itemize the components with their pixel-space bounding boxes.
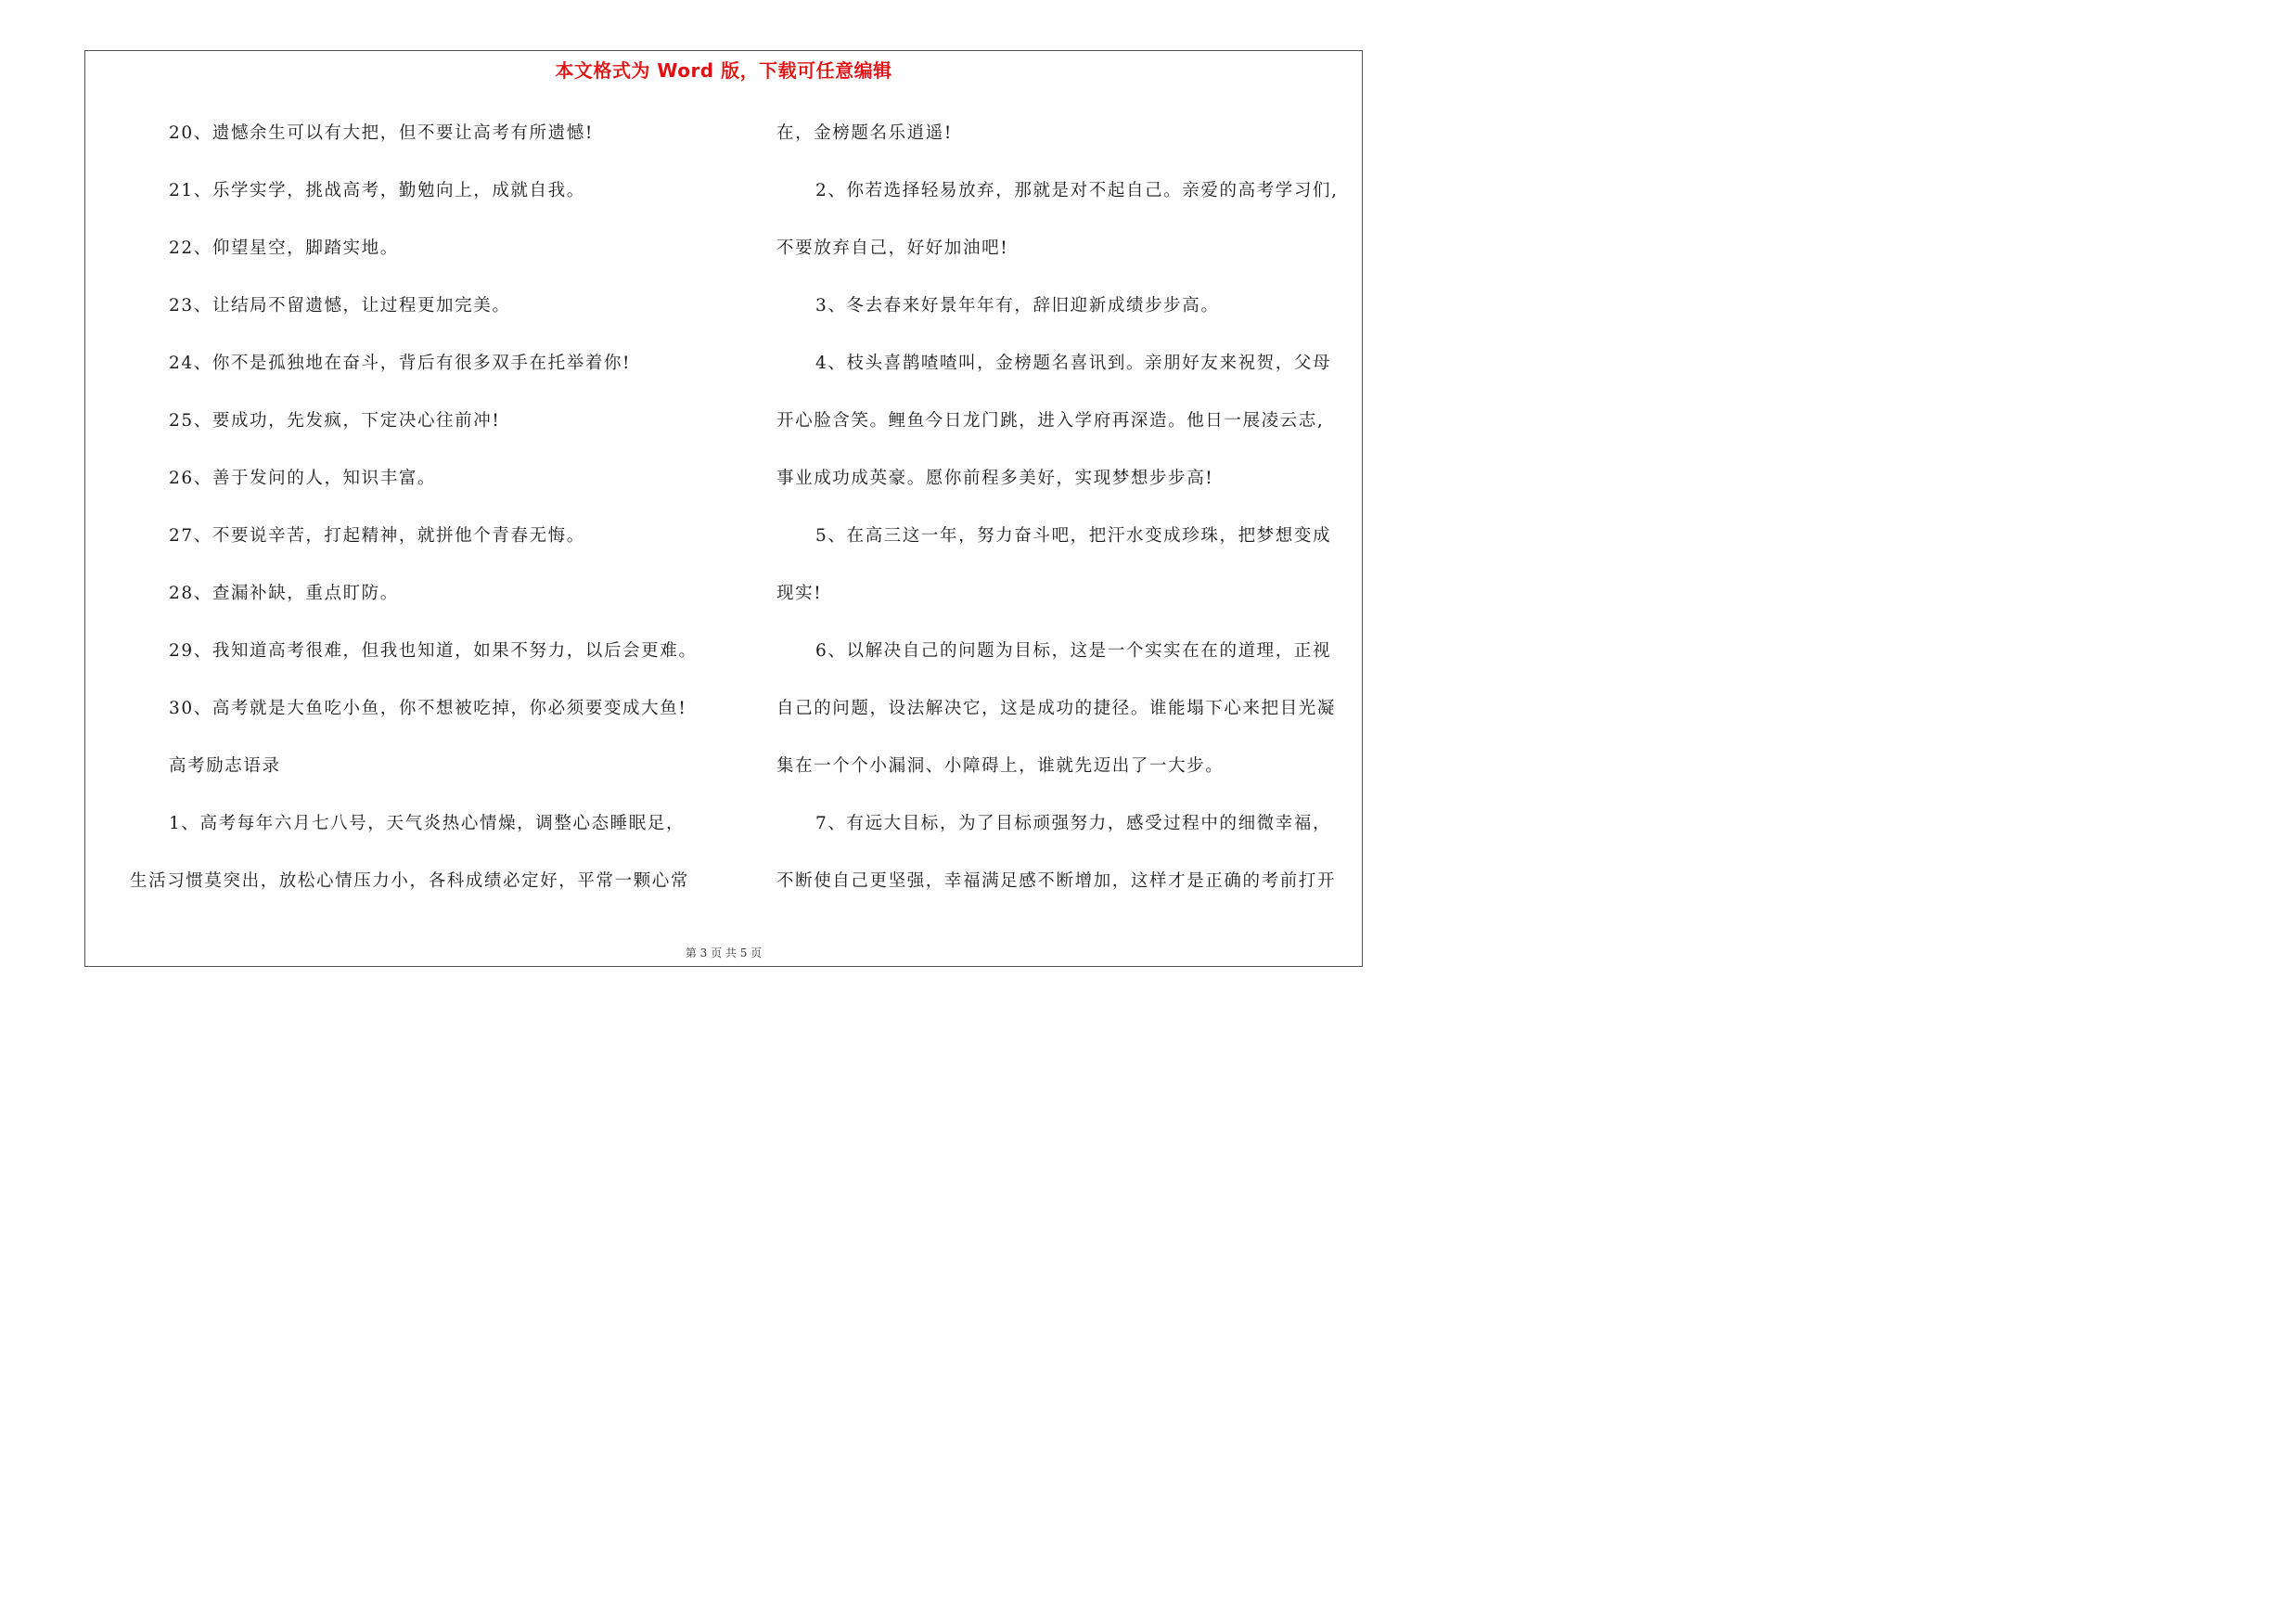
paragraph-line: 集在一个个小漏洞、小障碍上，谁就先迈出了一大步。 — [776, 756, 1225, 776]
paragraph-line: 4、枝头喜鹊喳喳叫，金榜题名喜讯到。亲朋好友来祝贺，父母 — [815, 354, 1332, 373]
paragraph-line: 30、高考就是大鱼吃小鱼，你不想被吃掉，你必须要变成大鱼! — [169, 699, 687, 718]
paragraph-line: 3、冬去春来好景年年有，辞旧迎新成绩步步高。 — [815, 296, 1220, 316]
left-text-column — [130, 117, 733, 922]
paragraph-line: 在，金榜题名乐逍遥! — [776, 123, 953, 143]
paragraph-line: 高考励志语录 — [169, 756, 281, 776]
paragraph-line: 事业成功成英豪。愿你前程多美好，实现梦想步步高! — [776, 469, 1214, 488]
paragraph-line: 现实! — [776, 584, 823, 603]
right-text-column — [776, 117, 1361, 922]
paragraph-line: 6、以解决自己的问题为目标，这是一个实实在在的道理，正视 — [815, 641, 1332, 661]
paragraph-line: 22、仰望星空，脚踏实地。 — [169, 238, 399, 258]
word-format-banner: 本文格式为 Word 版，下载可任意编辑 — [555, 59, 892, 82]
paragraph-line: 21、乐学实学，挑战高考，勤勉向上，成就自我。 — [169, 181, 585, 200]
paragraph-line: 29、我知道高考很难，但我也知道，如果不努力，以后会更难。 — [169, 641, 698, 661]
paragraph-line: 20、遗憾余生可以有大把，但不要让高考有所遗憾! — [169, 123, 594, 143]
paragraph-line: 28、查漏补缺，重点盯防。 — [169, 584, 399, 603]
paragraph-line: 7、有远大目标，为了目标顽强努力，感受过程中的细微幸福， — [815, 814, 1332, 833]
paragraph-line: 5、在高三这一年，努力奋斗吧，把汗水变成珍珠，把梦想变成 — [815, 526, 1332, 546]
paragraph-line: 不断使自己更坚强，幸福满足感不断增加，这样才是正确的考前打开 — [776, 871, 1337, 891]
paragraph-line: 自己的问题，设法解决它，这是成功的捷径。谁能塌下心来把目光凝 — [776, 699, 1337, 718]
paragraph-line: 不要放弃自己，好好加油吧! — [776, 238, 1009, 258]
paragraph-line: 25、要成功，先发疯，下定决心往前冲! — [169, 411, 501, 431]
paragraph-line: 26、善于发问的人，知识丰富。 — [169, 469, 437, 488]
paragraph-line: 2、你若选择轻易放弃，那就是对不起自己。亲爱的高考学习们, — [815, 181, 1339, 200]
paragraph-line: 23、让结局不留遗憾，让过程更加完美。 — [169, 296, 511, 316]
paragraph-line: 27、不要说辛苦，打起精神，就拼他个青春无悔。 — [169, 526, 585, 546]
page-number-footer: 第 3 页 共 5 页 — [685, 947, 763, 960]
paragraph-line: 1、高考每年六月七八号，天气炎热心情燥，调整心态睡眠足， — [169, 814, 686, 833]
paragraph-line: 生活习惯莫突出，放松心情压力小，各科成绩必定好，平常一颗心常 — [130, 871, 690, 891]
paragraph-line: 24、你不是孤独地在奋斗，背后有很多双手在托举着你! — [169, 354, 632, 373]
paragraph-line: 开心脸含笑。鲤鱼今日龙门跳，进入学府再深造。他日一展凌云志, — [776, 411, 1325, 431]
